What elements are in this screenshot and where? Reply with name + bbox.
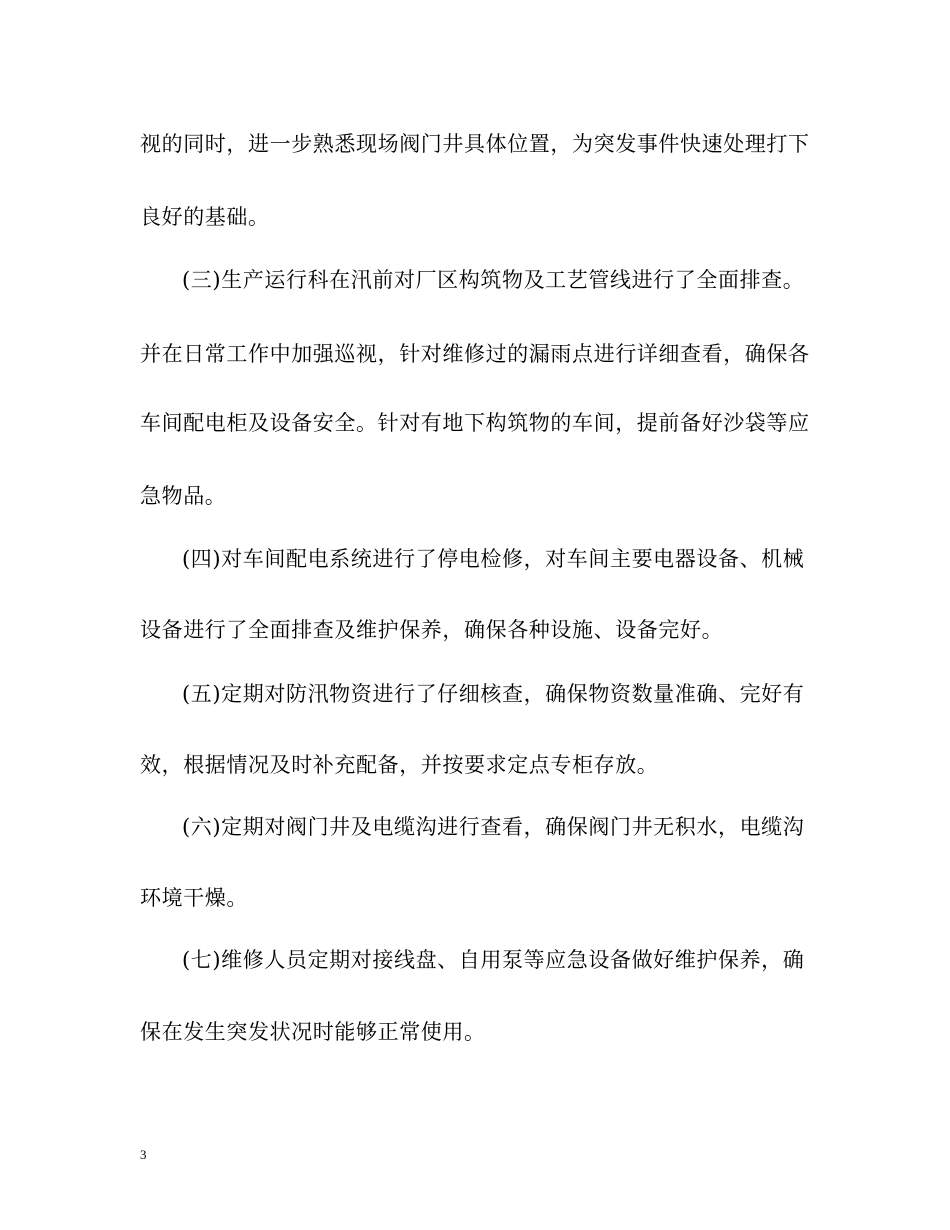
page-number: 3 — [140, 1147, 147, 1162]
paragraph-six-start: (六)定期对阀门井及电缆沟进行查看，确保阀门井无积水，电缆沟 — [182, 815, 805, 839]
text-line: 环境干燥。 — [140, 886, 248, 910]
text-line: 效，根据情况及时补充配备，并按要求定点专柜存放。 — [140, 753, 659, 777]
text-line: 并在日常工作中加强巡视，针对维修过的漏雨点进行详细查看，确保各 — [140, 342, 810, 366]
text-line: 急物品。 — [140, 484, 227, 508]
text-line: 保在发生突发状况时能够正常使用。 — [140, 1020, 486, 1044]
text-line: 良好的基础。 — [140, 205, 270, 229]
text-line: 车间配电柜及设备安全。针对有地下构筑物的车间，提前备好沙袋等应 — [140, 411, 810, 435]
text-line: 设备进行了全面排查及维护保养，确保各种设施、设备完好。 — [140, 618, 724, 642]
paragraph-three-start: (三)生产运行科在汛前对厂区构筑物及工艺管线进行了全面排查。 — [182, 268, 805, 292]
paragraph-four-start: (四)对车间配电系统进行了停电检修，对车间主要电器设备、机械 — [182, 547, 805, 571]
text-line: 视的同时，进一步熟悉现场阀门井具体位置，为突发事件快速处理打下 — [140, 132, 810, 156]
paragraph-five-start: (五)定期对防汛物资进行了仔细核查，确保物资数量准确、完好有 — [182, 682, 805, 706]
paragraph-seven-start: (七)维修人员定期对接线盘、自用泵等应急设备做好维护保养，确 — [182, 948, 805, 972]
